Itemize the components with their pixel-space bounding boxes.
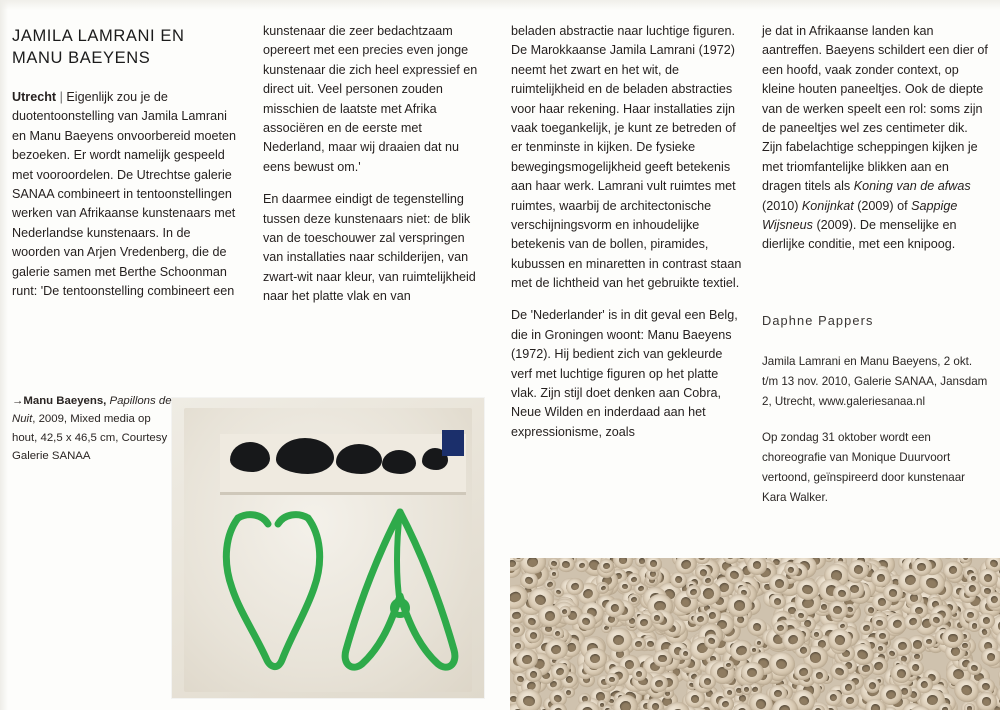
lead-separator: |	[59, 90, 63, 104]
article-paragraph	[12, 88, 240, 301]
tube	[740, 661, 764, 683]
article-col4-text-2: (2009). De menselijke en dierlijke conditie, met een knipoog.	[762, 217, 957, 252]
article-column-2	[263, 22, 485, 319]
caption-courtesy: Courtesy Galerie SANAA	[12, 431, 168, 463]
painting-black-shape	[230, 442, 270, 472]
colophon-exhibition-info: Jamila Lamrani en Manu Baeyens, 2 okt. t/m 13 nov. 2010, Galerie SANAA, Jansdam 2, Utrecht, www.galeriesanaa.nl	[762, 355, 988, 408]
page-title-line-2: MANU BAEYENS	[12, 48, 151, 67]
caption-artist: Manu Baeyens,	[23, 395, 107, 407]
scan-edge-left	[0, 0, 8, 710]
article-paragraph: kunstenaar die zeer bedachtzaam opereert met een precies even jonge kunstenaar die zich heel expressief en direct uit. Veel personen zouden misschien de laatste met Afrika associëren en de eerste met Nederland, maar wij draaien dat nu eens bewust om.'	[263, 24, 478, 174]
artwork-title-2: Konijnkat	[801, 198, 854, 213]
colophon-event-info: Op zondag 31 oktober wordt een choreografie van Monique Duurvoort vertoond, geïnspireerd door kunstenaar Kara Walker.	[762, 430, 966, 504]
caption-artwork-title: Papillons de Nuit	[12, 395, 172, 426]
scan-edge-top	[0, 0, 1000, 10]
caption-details: , 2009, Mixed media op hout, 42,5 x 46,5 cm,	[12, 413, 151, 444]
artwork-title-1: Koning van de afwas	[853, 179, 971, 194]
painting-canvas	[184, 408, 472, 692]
article-column-4	[762, 22, 988, 268]
article-paragraph: beladen abstractie naar luchtige figuren. De Marokkaanse Jamila Lamrani (1972) neemt het zwart en het wit, de ruimtelijkheid en de beladen abstracties voor haar rekening. Haar installaties zijn vaak toegankelijk, je kunt ze betreden of er tenminste in kijken. De fysieke bewegingsmogelijkheid geeft betekenis aan haar werk. Lamrani vult ruimtes met ruimtes, waarbij de architectonische verschijningsvorm en inhoudelijke betekenis van de bollen, piramides, kubussen en minaretten in contrast staan met de lichtheid van het gebruikte textiel.	[511, 24, 742, 291]
page-title-line-1: JAMILA LAMRANI EN	[12, 27, 185, 45]
tube	[606, 627, 633, 652]
byline: Daphne Pappers	[762, 313, 874, 328]
painting-black-shape	[276, 438, 334, 474]
article-paragraph: De 'Nederlander' is in dit geval een Belg, die in Groningen woont: Manu Baeyens (1972). Hij bedient zich van gekleurde verf met luchtige figuren op het platte vlak. Zijn stijl doet denken aan Cobra, Neue Wilden en inderdaad aan het expressionisme, zoals	[511, 308, 738, 439]
tube	[598, 558, 614, 573]
figure-painting	[172, 398, 484, 698]
article-col4-text-1: je dat in Afrikaanse landen kan aantreffen. Baeyens schildert een dier of een hoofd, vaak zonder context, op kleine houten paneeltjes. Ook de diepte van de werken speelt een rol: soms zijn de paneeltjes wel zes centimeter dik. Zijn fabelachtige scheppingen kijken je met triomfantelijke blikken aan en dragen titels als	[762, 24, 988, 194]
painting-green-figure-right	[330, 500, 470, 690]
article-paragraph: En daarmee eindigt de tegenstelling tussen deze kunstenaars niet: de blik van de toeschouwer zal verspringen van installaties naar schilderijen, van zwart-wit naar kleur, van ruimtelijkheid naar het platte vlak en van	[263, 192, 476, 304]
tube	[548, 569, 558, 579]
painting-green-figure-left	[208, 508, 338, 678]
artwork-title-3: Sappige Wijsneus	[762, 198, 958, 232]
caption-arrow-icon: →	[12, 395, 24, 407]
tube	[921, 635, 935, 648]
page-title	[12, 26, 247, 70]
tube	[911, 558, 931, 576]
tube	[875, 629, 890, 643]
article-paragraph	[762, 22, 988, 255]
colophon	[762, 352, 990, 524]
article-col4-mid-1: (2010)	[762, 198, 802, 213]
article-column-3	[511, 22, 742, 455]
painting-black-shape	[336, 444, 382, 474]
painting-blue-square	[442, 430, 464, 456]
figure-caption	[12, 392, 172, 466]
figure-installation-photo	[510, 558, 1000, 710]
article-column-1	[12, 88, 240, 314]
lead-label: Utrecht	[12, 90, 57, 104]
article-col4-mid-2: (2009) of	[853, 198, 912, 213]
article-col1-text: Eigenlijk zou je de duotentoonstelling van Jamila Lamrani en Manu Baeyens onvoorbereid moeten bezoeken. Er wordt namelijk gespeeld met vooroordelen. De Utrechtse galerie SANAA combineert in tentoonstellingen werken van Afrikaanse kunstenaars met Nederlandse kunstenaars. In de woorden van Arjen Vredenberg, die de galerie samen met Berthe Schoonman runt: 'De tentoonstelling combineert een	[12, 90, 237, 298]
painting-black-shape	[382, 450, 416, 474]
tube	[964, 703, 976, 710]
